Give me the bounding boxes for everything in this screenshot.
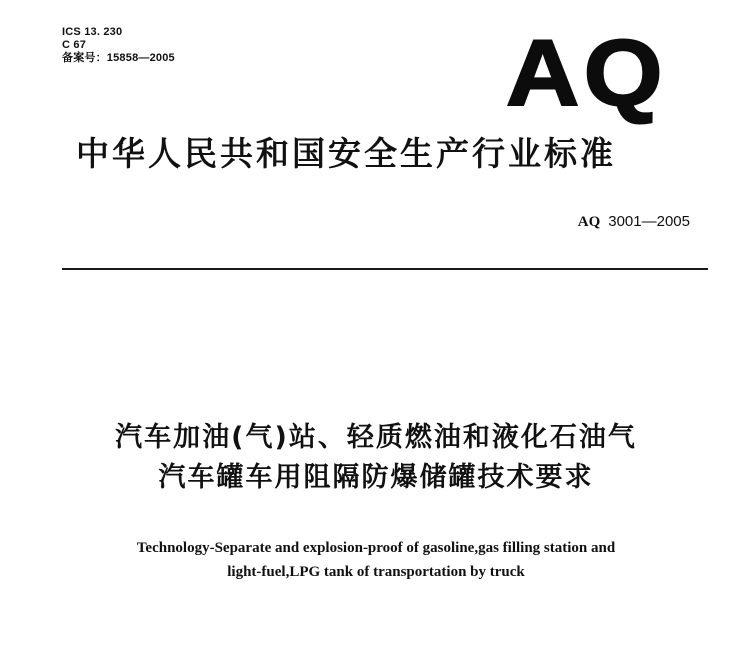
english-title-line-2: light-fuel,LPG tank of transportation by truck <box>227 564 525 580</box>
standard-category-title: 中华人民共和国安全生产行业标准 <box>76 134 616 173</box>
standard-number <box>578 213 690 231</box>
standard-number-value: 3001—2005 <box>608 213 690 230</box>
document-title-line-1: 汽车加油(气)站、轻质燃油和液化石油气 <box>115 422 637 453</box>
ics-code: ICS 13. 230 <box>62 26 123 38</box>
standard-code: AQ <box>577 214 601 230</box>
header-divider <box>62 268 708 270</box>
aq-logo: AQ <box>506 20 667 125</box>
english-title <box>0 536 752 584</box>
filing-number: 备案号：15858—2005 <box>62 52 175 64</box>
english-title-line-1: Technology-Separate and explosion-proof of gasoline,gas filling station and <box>136 540 616 556</box>
ccs-code: C 67 <box>62 39 87 51</box>
document-title <box>0 418 752 498</box>
classification-block <box>62 26 175 65</box>
document-title-line-2: 汽车罐车用阻隔防爆储罐技术要求 <box>158 462 594 493</box>
